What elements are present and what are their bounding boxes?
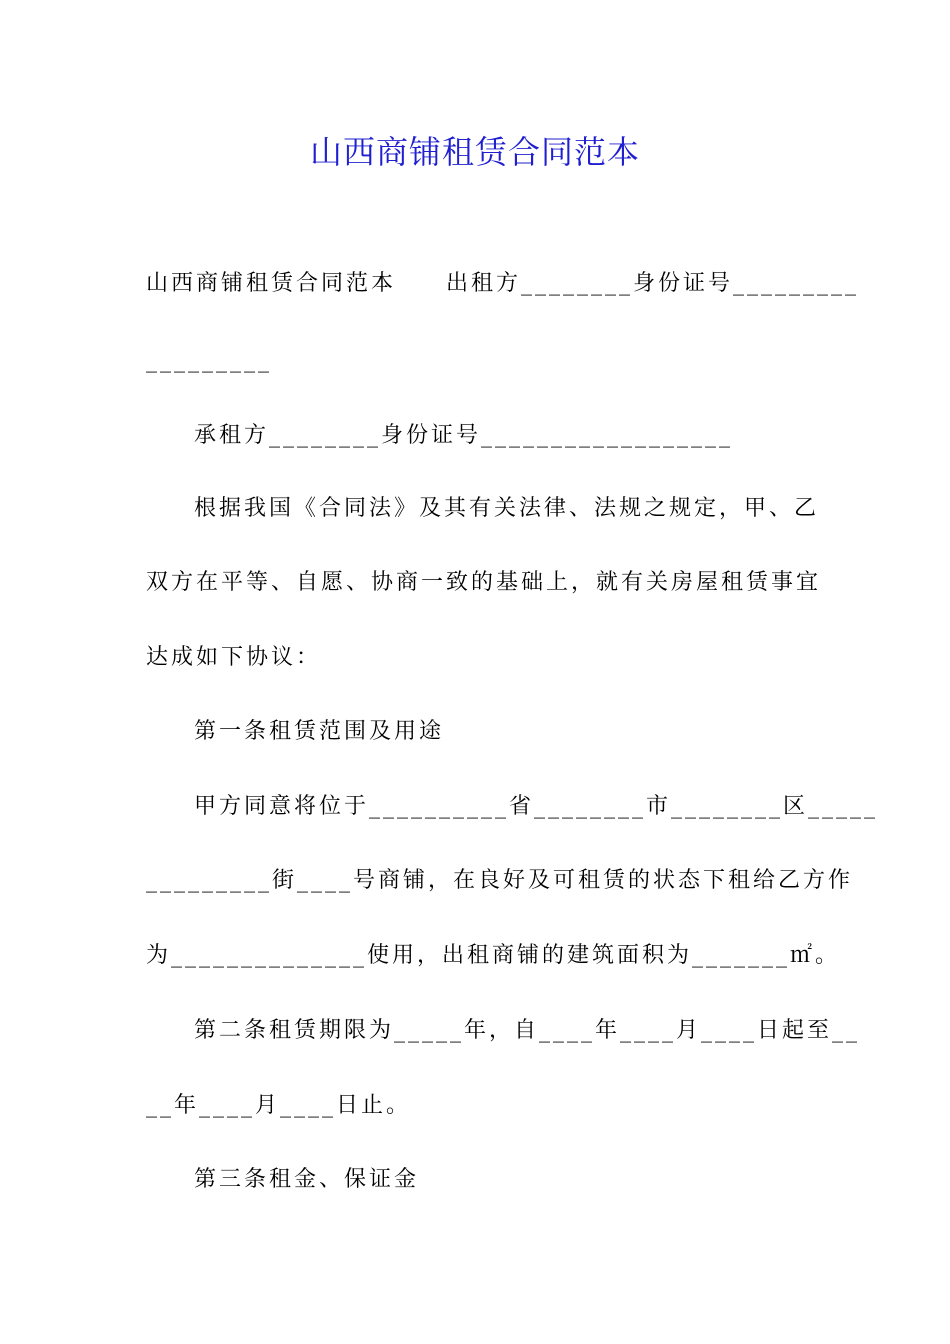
- paragraph-line: 双方在平等、自愿、协商一致的基础上，就有关房屋租赁事宜: [146, 570, 822, 595]
- paragraph-line: 为______________使用，出租商铺的建筑面积为_______㎡。: [146, 943, 841, 968]
- paragraph-line: _________街____号商铺，在良好及可租赁的状态下租给乙方作: [146, 868, 854, 893]
- paragraph-line: 根据我国《合同法》及其有关法律、法规之规定，甲、乙: [194, 496, 820, 521]
- paragraph-line: 第二条租赁期限为_____年，自____年____月____日起至__: [194, 1018, 861, 1043]
- paragraph-line: _________: [146, 348, 272, 373]
- paragraph-line: __年____月____日止。: [146, 1093, 412, 1118]
- document-title: 山西商铺租赁合同范本: [309, 133, 640, 171]
- section-heading: 第三条租金、保证金: [194, 1167, 420, 1192]
- paragraph-line: 山西商铺租赁合同范本 出租方________身份证号_________: [146, 271, 860, 296]
- paragraph-line: 达成如下协议：: [146, 645, 322, 670]
- paragraph-line: 承租方________身份证号__________________: [194, 423, 734, 448]
- section-heading: 第一条租赁范围及用途: [194, 719, 445, 744]
- paragraph-line: 甲方同意将位于__________省________市________区_____: [194, 794, 879, 819]
